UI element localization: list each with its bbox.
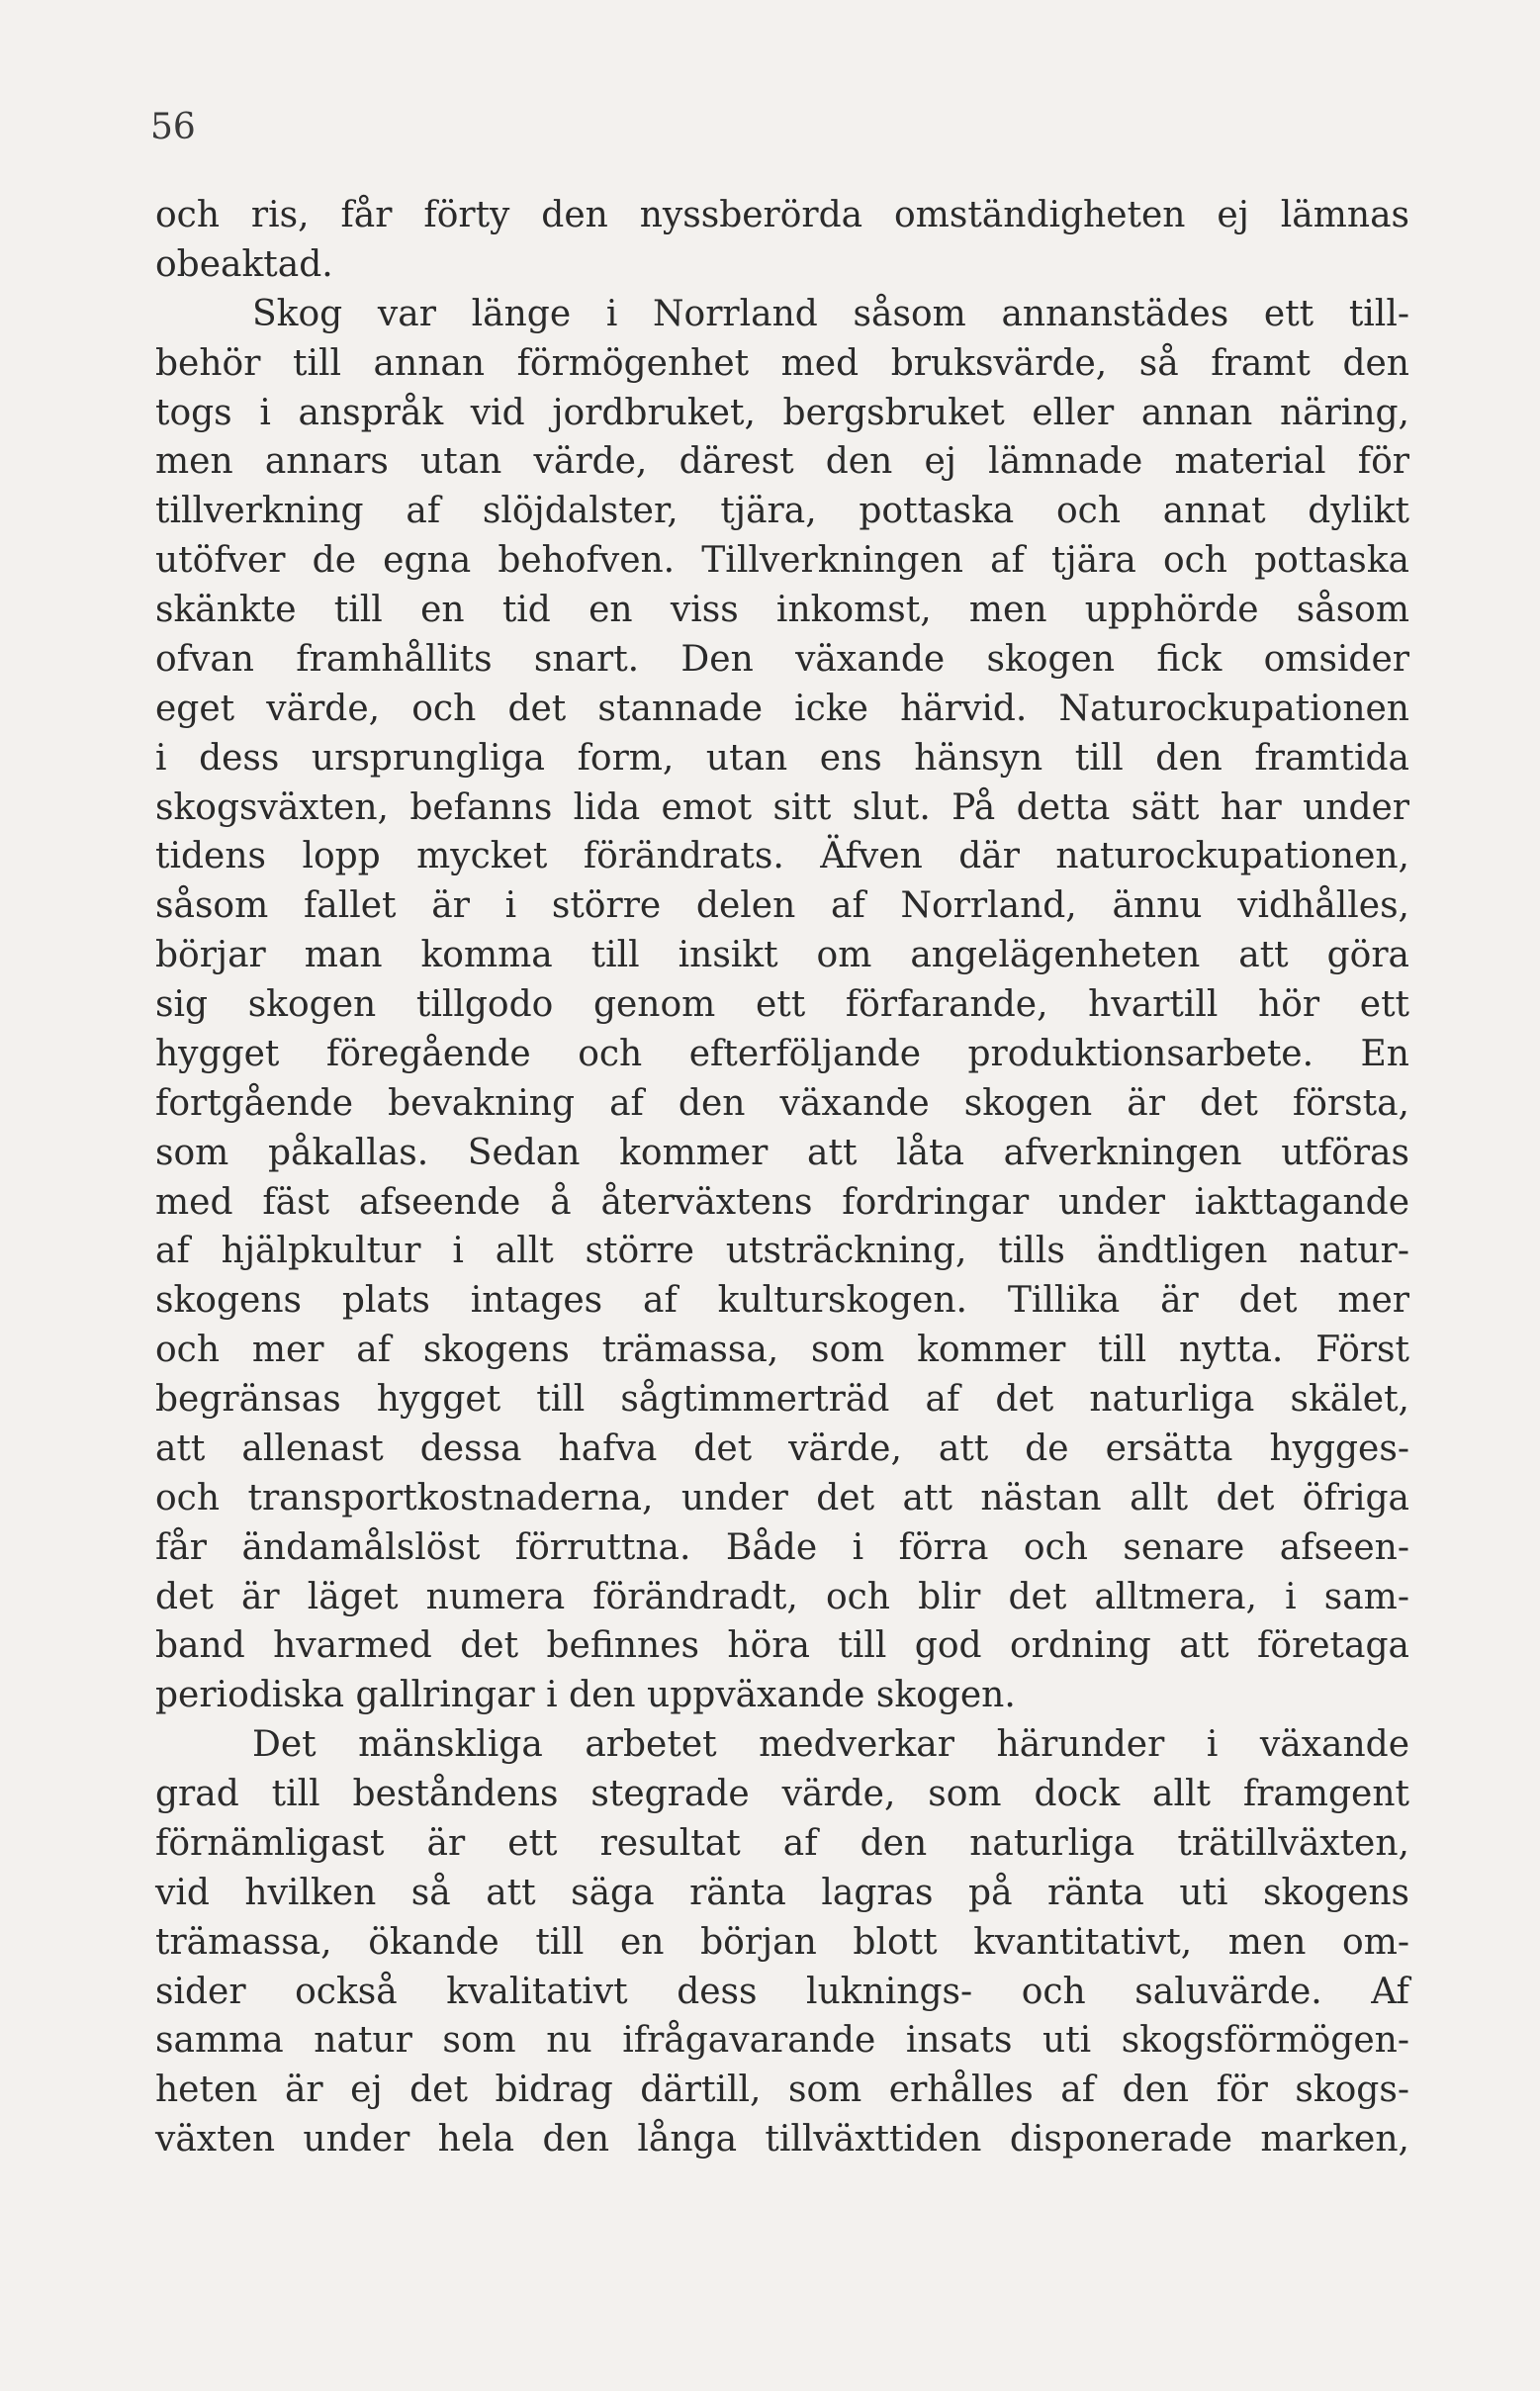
text-line: hygget föregående och efterföljande produktionsarbete. En bbox=[155, 1033, 1409, 1074]
text-line: tidens lopp mycket förändrats. Äfven där naturockupationen, bbox=[155, 836, 1409, 877]
text-line: och transportkostnaderna, under det att nästan allt det öfriga bbox=[155, 1477, 1409, 1518]
text-line: begränsas hygget till sågtimmerträd af det naturliga skälet, bbox=[155, 1379, 1409, 1421]
text-line: tillverkning af slöjdalster, tjära, pottaska och annat dylikt bbox=[155, 491, 1409, 532]
text-line: grad till beståndens stegrade värde, som dock allt framgent bbox=[155, 1774, 1409, 1815]
text-line: band hvarmed det befinnes höra till god ordning att företaga bbox=[155, 1625, 1409, 1667]
text-line: utöfver de egna behofven. Tillverkningen af tjära och pottaska bbox=[155, 540, 1409, 582]
text-line: sig skogen tillgodo genom ett förfarande, hvartill hör ett bbox=[155, 984, 1409, 1026]
text-line: som påkallas. Sedan kommer att låta afverkningen utföras bbox=[155, 1132, 1409, 1173]
text-line: i dess ursprungliga form, utan ens hänsyn till den framtida bbox=[155, 737, 1409, 779]
text-line: skogens plats intages af kulturskogen. Tillika är det mer bbox=[155, 1280, 1409, 1322]
text-line: men annars utan värde, därest den ej lämnade material för bbox=[155, 441, 1409, 483]
text-line: samma natur som nu ifrågavarande insats uti skogsförmögen- bbox=[155, 2020, 1409, 2062]
text-line: heten är ej det bidrag därtill, som erhålles af den för skogs- bbox=[155, 2069, 1409, 2111]
text-line: får ändamålslöst förruttna. Både i förra och senare afseen- bbox=[155, 1526, 1409, 1568]
text-line: eget värde, och det stannade icke härvid. Naturockupationen bbox=[155, 688, 1409, 729]
text-line: förnämligast är ett resultat af den naturliga trätillväxten, bbox=[155, 1822, 1409, 1864]
text-line: och mer af skogens trämassa, som kommer till nytta. Först bbox=[155, 1330, 1409, 1371]
text-line: skogsväxten, befanns lida emot sitt slut. På detta sätt har under bbox=[155, 786, 1409, 828]
text-line: behör till annan förmögenhet med bruksvärde, så framt den bbox=[155, 342, 1409, 384]
page-number: 56 bbox=[150, 107, 196, 147]
text-line: det är läget numera förändradt, och blir det alltmera, i sam- bbox=[155, 1576, 1409, 1617]
text-line: såsom fallet är i större delen af Norrland, ännu vidhålles, bbox=[155, 885, 1409, 927]
text-line: med fäst afseende å återväxtens fordringar under iakttagande bbox=[155, 1181, 1409, 1223]
text-line: att allenast dessa hafva det värde, att de ersätta hygges- bbox=[155, 1427, 1409, 1469]
text-line: och ris, får förty den nyssberörda omständigheten ej lämnas bbox=[155, 195, 1409, 235]
text-line: obeaktad. bbox=[155, 243, 333, 285]
text-line: ofvan framhållits snart. Den växande skogen fick omsider bbox=[155, 638, 1409, 680]
text-line: sider också kvalitativt dess luknings- och saluvärde. Af bbox=[155, 1971, 1409, 2012]
text-line: vid hvilken så att säga ränta lagras på ränta uti skogens bbox=[155, 1872, 1409, 1913]
text-line: periodiska gallringar i den uppväxande skogen. bbox=[155, 1675, 1016, 1716]
text-line: skänkte till en tid en viss inkomst, men upphörde såsom bbox=[155, 590, 1409, 631]
text-line: af hjälpkultur i allt större utsträckning, tills ändtligen natur- bbox=[155, 1231, 1409, 1272]
text-line: togs i anspråk vid jordbruket, bergsbruket eller annan näring, bbox=[155, 392, 1409, 433]
text-line: Skog var länge i Norrland såsom annanstädes ett till- bbox=[252, 293, 1409, 334]
text-line: fortgående bevakning af den växande skogen är det första, bbox=[155, 1082, 1409, 1124]
text-line: trämassa, ökande till en början blott kvantitativt, men om- bbox=[155, 1921, 1409, 1963]
text-line: Det mänskliga arbetet medverkar härunder i växande bbox=[252, 1724, 1409, 1766]
text-line: börjar man komma till insikt om angelägenheten att göra bbox=[155, 935, 1409, 976]
text-line: växten under hela den långa tillväxttiden disponerade marken, bbox=[155, 2119, 1409, 2161]
